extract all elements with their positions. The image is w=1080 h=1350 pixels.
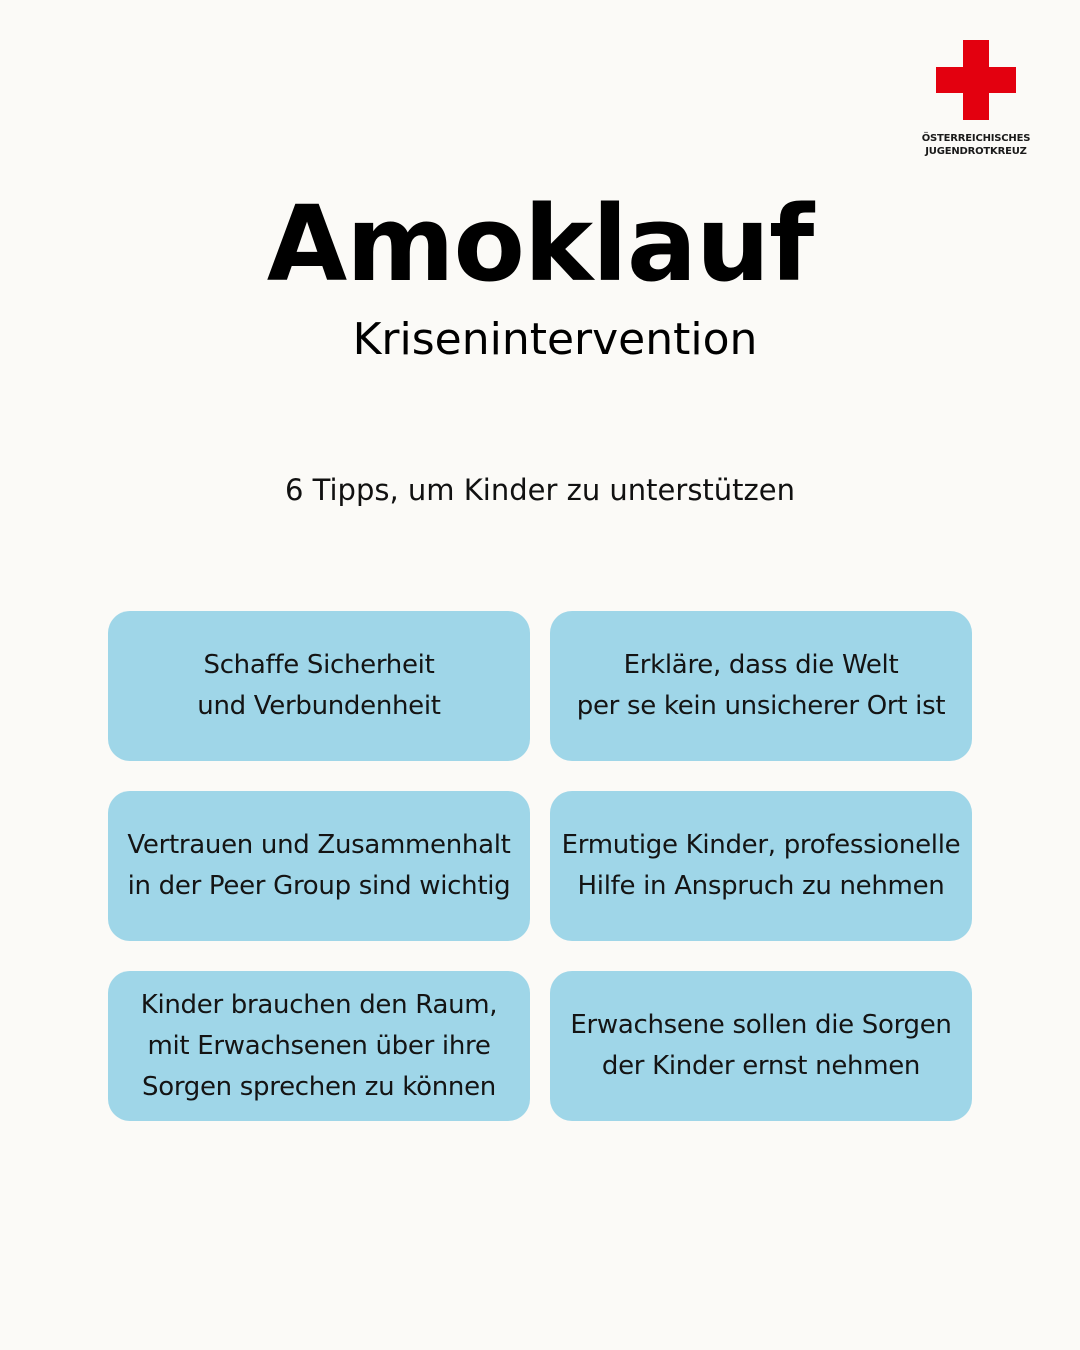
red-cross-icon xyxy=(936,40,1016,120)
tip-text: Schaffe Sicherheit und Verbundenheit xyxy=(197,650,441,721)
tips-grid xyxy=(108,611,972,1121)
intro-text: 6 Tipps, um Kinder zu unterstützen xyxy=(285,473,795,507)
organization-logo xyxy=(908,40,1044,162)
tip-text: Ermutige Kinder, professionelle Hilfe in Anspruch zu nehmen xyxy=(561,830,961,901)
tip-card-3 xyxy=(108,791,530,941)
tip-card-2 xyxy=(550,611,972,761)
tip-text: Erwachsene sollen die Sorgen der Kinder ernst nehmen xyxy=(570,1010,952,1081)
tip-text: Erkläre, dass die Welt per se kein unsicherer Ort ist xyxy=(576,650,946,721)
logo-text-line2: JUGENDROTKREUZ xyxy=(925,146,1027,157)
logo-text-line1: ÖSTERREICHISCHES xyxy=(921,133,1031,144)
logo-wordmark xyxy=(908,132,1044,158)
tip-card-4 xyxy=(550,791,972,941)
tip-card-5 xyxy=(108,971,530,1121)
tip-card-1 xyxy=(108,611,530,761)
tip-card-6 xyxy=(550,971,972,1121)
tip-text: Kinder brauchen den Raum, mit Erwachsenen über ihre Sorgen sprechen zu können xyxy=(140,989,498,1102)
page-subtitle: Krisenintervention xyxy=(352,314,758,365)
tip-text: Vertrauen und Zusammenhalt in der Peer Group sind wichtig xyxy=(127,830,511,901)
page-title: Amoklauf xyxy=(266,183,814,305)
